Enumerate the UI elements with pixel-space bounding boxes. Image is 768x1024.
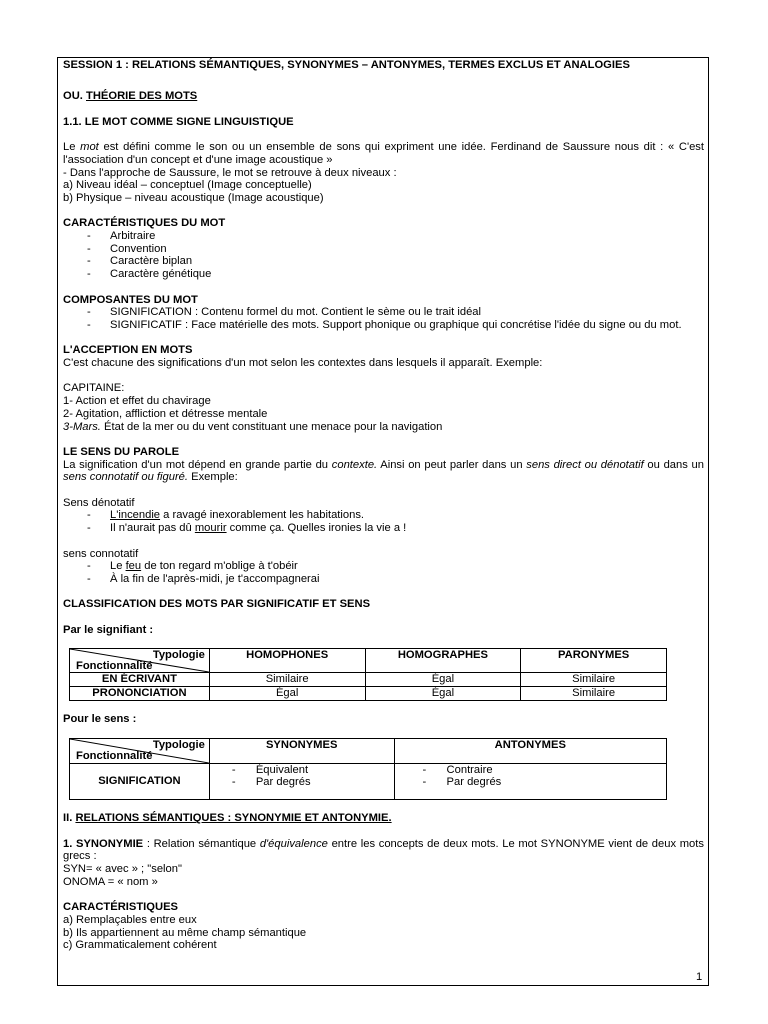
table-row (70, 738, 667, 763)
syn-definition: SYN= « avec » ; "selon" (63, 863, 182, 876)
acception-text: C'est chacune des significations d'un mot selon les contextes dans lesquels il apparaît. Exemple: (63, 357, 543, 370)
antonymes-list (423, 764, 662, 789)
word-mourir: mourir (194, 522, 227, 535)
typologie-label: Typologie (152, 738, 205, 751)
sens-label: Pour le sens : (63, 712, 137, 725)
sens-text-3: ou dans un (643, 458, 704, 471)
list-item: - Convention (63, 243, 704, 256)
intro-mot: mot (80, 141, 99, 154)
col-header: SYNONYMES (209, 738, 394, 763)
table-diagonal-header (70, 649, 210, 673)
caracteristiques-heading: CARACTÉRISTIQUES DU MOT (63, 217, 226, 230)
list-item: - SIGNIFICATION : Contenu formel du mot. Contient le sème ou le trait idéal (63, 306, 704, 319)
section-2-title: RELATIONS SÉMANTIQUES : SYNONYMIE ET ANTONYMIE. (75, 812, 392, 825)
list-item: a) Remplaçables entre eux (63, 913, 197, 926)
row-label: PRONONCIATION (70, 687, 210, 701)
table-cell (209, 763, 394, 799)
sens-direct: sens direct ou dénotatif (526, 458, 644, 471)
col-header: ANTONYMES (394, 738, 666, 763)
table-row (70, 649, 667, 673)
table-cell: Similaire (521, 687, 667, 701)
synonymie-text-1: : Relation sémantique (143, 837, 260, 850)
list-item (63, 522, 704, 535)
acception-line-1: 1- Action et effet du chavirage (63, 395, 211, 408)
list-item: b) Ils appartiennent au même champ sémantique (63, 926, 307, 939)
acception-heading: L'ACCEPTION EN MOTS (63, 344, 193, 357)
word-incendie: L'incendie (110, 509, 161, 522)
table-row (70, 687, 667, 701)
document-body (63, 59, 704, 952)
sens-text-2: Ainsi on peut parler dans un (377, 458, 527, 471)
sens-text-4: Exemple: (188, 471, 238, 484)
section-ou-title: THÉORIE DES MOTS (86, 90, 198, 103)
table-cell: Similaire (209, 673, 365, 687)
table-cell: Égal (365, 673, 521, 687)
synonymie-text-2: entre les concepts de deux mots. Le mot SYNONYME vient de deux mots grecs : (63, 837, 704, 863)
sens-table (69, 738, 667, 800)
list-item (63, 509, 704, 522)
intro-line-4: b) Physique – niveau acoustique (Image acoustique) (63, 191, 324, 204)
typologie-label: Typologie (152, 649, 205, 662)
sens-heading: LE SENS DU PAROLE (63, 445, 180, 458)
section-ou-prefix: OU. (63, 90, 86, 103)
list-item: - Caractère biplan (63, 255, 704, 268)
row-label: EN ÉCRIVANT (70, 673, 210, 687)
conn-1-text-a: Le (110, 560, 126, 573)
section-1-1-heading: 1.1. LE MOT COMME SIGNE LINGUISTIQUE (63, 115, 294, 128)
table-cell: Similaire (521, 673, 667, 687)
connotatif-list (63, 560, 704, 585)
list-item: - SIGNIFICATIF : Face matérielle des mots. Support phonique ou graphique qui concrétise l'idée du signe ou du mot. (63, 319, 704, 332)
list-item: - Équivalent (232, 764, 390, 777)
table-cell (394, 763, 666, 799)
col-header: PARONYMES (521, 649, 667, 673)
intro-text-a: Le (63, 141, 81, 154)
row-label: SIGNIFICATION (70, 763, 210, 799)
word-feu: feu (125, 560, 142, 573)
intro-line-2: - Dans l'approche de Saussure, le mot se retrouve à deux niveaux : (63, 166, 397, 179)
table-row (70, 763, 667, 799)
synonymes-list (232, 764, 390, 789)
denotatif-list (63, 509, 704, 534)
denotatif-label: Sens dénotatif (63, 496, 135, 509)
list-item: - Par degrés (232, 776, 390, 789)
list-item (63, 560, 704, 573)
acception-line-3-text: État de la mer ou du vent constituant une menace pour la navigation (100, 420, 443, 433)
synonymie-paragraph (63, 838, 704, 863)
section-2-heading (63, 812, 704, 825)
signifiant-label: Par le signifiant : (63, 623, 154, 636)
caracteristiques-2-heading: CARACTÉRISTIQUES (63, 901, 178, 914)
classification-heading: CLASSIFICATION DES MOTS PAR SIGNIFICATIF ET SENS (63, 598, 371, 611)
document-title: SESSION 1 : RELATIONS SÉMANTIQUES, SYNONYMES – ANTONYMES, TERMES EXCLUS ET ANALOGIES (63, 59, 630, 71)
intro-line-3: a) Niveau idéal – conceptuel (Image conceptuelle) (63, 179, 312, 192)
sens-paragraph (63, 459, 704, 484)
list-item: - À la fin de l'après-midi, je t'accompagnerai (63, 573, 704, 586)
acception-mars: 3-Mars. (63, 420, 101, 433)
denot-1-text: a ravagé inexorablement les habitations. (160, 509, 365, 522)
col-header: HOMOPHONES (209, 649, 365, 673)
denot-2-text-b: comme ça. Quelles ironies la vie a ! (226, 522, 407, 535)
table-row (70, 673, 667, 687)
page-number: 1 (696, 971, 703, 983)
table-cell: Égal (209, 687, 365, 701)
list-item: - Caractère génétique (63, 268, 704, 281)
signifiant-table (69, 648, 667, 700)
acception-line-2: 2- Agitation, affliction et détresse mentale (63, 407, 268, 420)
onoma-definition: ONOMA = « nom » (63, 875, 158, 888)
synonymie-equivalence: d'équivalence (259, 837, 328, 850)
fonctionnalite-label: Fonctionnalité (76, 659, 153, 672)
connotatif-label: sens connotatif (63, 547, 139, 560)
sens-text-1: La signification d'un mot dépend en grande partie du (63, 458, 332, 471)
table-cell: Égal (365, 687, 521, 701)
fonctionnalite-label: Fonctionnalité (76, 749, 153, 762)
conn-1-text-b: de ton regard m'oblige à t'obéir (141, 560, 298, 573)
section-2-prefix: II. (63, 812, 76, 825)
table-diagonal-header (70, 738, 210, 763)
section-ou-heading (63, 90, 704, 103)
list-item: c) Grammaticalement cohérent (63, 939, 217, 952)
acception-line-3 (63, 421, 704, 434)
acception-word: CAPITAINE: (63, 382, 125, 395)
list-item: - Contraire (423, 764, 662, 777)
intro-paragraph (63, 141, 704, 166)
composantes-list (63, 306, 704, 331)
caracteristiques-list (63, 230, 704, 281)
intro-text-b: est défini comme le son ou un ensemble de sons qui expriment une idée. Ferdinand de Saussure nous dit : « C'est l'association d'un concept et d'une image acoustique » (63, 141, 705, 166)
col-header: HOMOGRAPHES (365, 649, 521, 673)
sens-contexte: contexte. (331, 458, 378, 471)
sens-connotatif: sens connotatif ou figuré. (63, 471, 189, 484)
denot-2-text-a: Il n'aurait pas dû (110, 522, 195, 535)
synonymie-label: 1. SYNONYMIE (63, 837, 144, 850)
composantes-heading: COMPOSANTES DU MOT (63, 293, 198, 306)
list-item: - Par degrés (423, 776, 662, 789)
list-item: - Arbitraire (63, 230, 704, 243)
